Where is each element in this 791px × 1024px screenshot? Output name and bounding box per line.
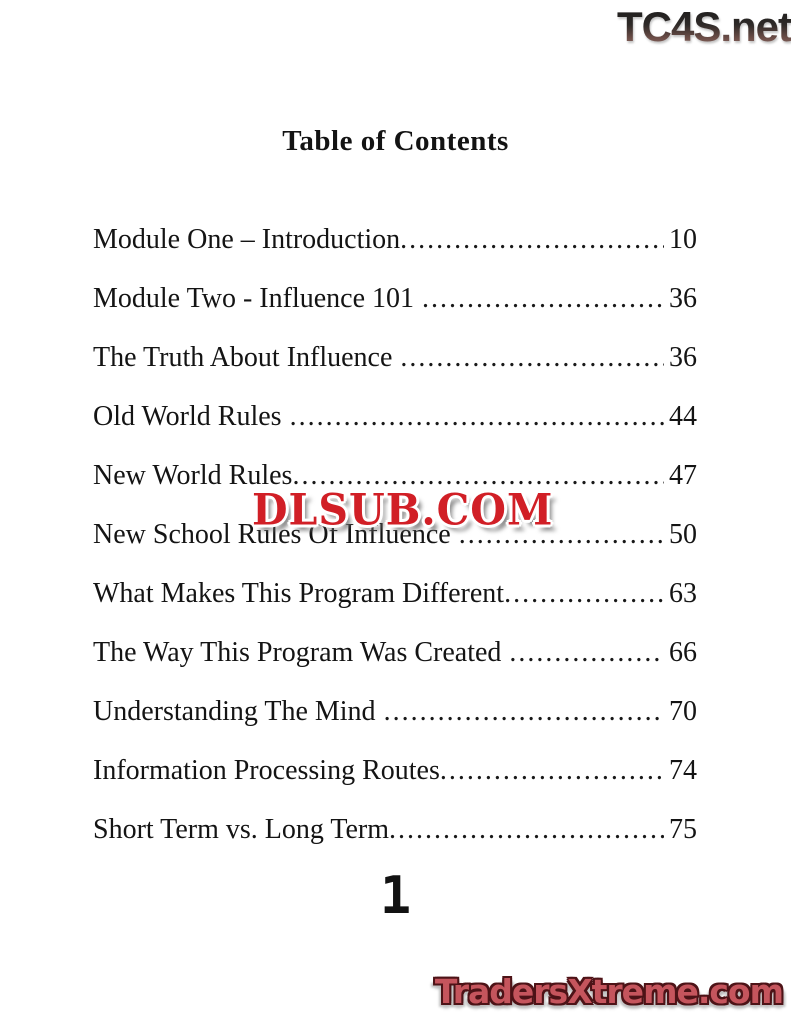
toc-entry-label: What Makes This Program Different xyxy=(93,578,505,609)
dot-leader xyxy=(282,401,664,433)
toc-entry-label: The Truth About Influence xyxy=(93,342,393,373)
toc-row xyxy=(93,401,697,460)
toc-page-number: 36 xyxy=(669,283,697,314)
toc-row xyxy=(93,342,697,401)
toc-page-number: 74 xyxy=(669,755,697,786)
toc-entry-label: Understanding The Mind xyxy=(93,696,376,727)
watermark-tradersxtreme: TradersXtreme.com xyxy=(434,972,783,1011)
watermark-tc4s-logo: TC4S.net xyxy=(601,4,791,50)
toc-row xyxy=(93,578,697,637)
toc-entry-label: New World Rules xyxy=(93,460,293,491)
toc-row xyxy=(93,283,697,342)
toc-row xyxy=(93,637,697,696)
toc-page-number: 47 xyxy=(669,460,697,491)
toc-page-number: 50 xyxy=(669,519,697,550)
toc-entry-label: Old World Rules xyxy=(93,401,282,432)
dot-leader xyxy=(376,696,664,728)
toc-page-number: 66 xyxy=(669,637,697,668)
dot-leader xyxy=(414,283,664,315)
toc-entry-label: The Way This Program Was Created xyxy=(93,637,502,668)
dot-leader xyxy=(440,755,664,787)
toc-entry-label: Information Processing Routes xyxy=(93,755,440,786)
watermark-dlsub: DLSUB.COM xyxy=(252,484,554,535)
toc-row xyxy=(93,814,697,873)
toc-page-number: 44 xyxy=(669,401,697,432)
toc-entry-label: Module Two - Influence 101 xyxy=(93,283,415,314)
dot-leader xyxy=(389,814,664,846)
toc-entry-label: New School Rules Of Influence xyxy=(93,519,451,550)
dot-leader xyxy=(504,578,664,610)
toc-row xyxy=(93,755,697,814)
table-of-contents xyxy=(93,224,697,873)
toc-page-number: 75 xyxy=(669,814,697,845)
toc-page-number: 10 xyxy=(669,224,697,255)
dot-leader xyxy=(501,637,664,669)
toc-row xyxy=(93,224,697,283)
toc-entry-label: Short Term vs. Long Term xyxy=(93,814,390,845)
page-title: Table of Contents xyxy=(282,125,509,157)
toc-page-number: 70 xyxy=(669,696,697,727)
toc-page-number: 63 xyxy=(669,578,697,609)
toc-page-number: 36 xyxy=(669,342,697,373)
toc-row xyxy=(93,696,697,755)
toc-entry-label: Module One – Introduction xyxy=(93,224,401,255)
dot-leader xyxy=(400,224,664,256)
folio-page-number: 1 xyxy=(379,866,412,926)
dot-leader xyxy=(392,342,664,374)
